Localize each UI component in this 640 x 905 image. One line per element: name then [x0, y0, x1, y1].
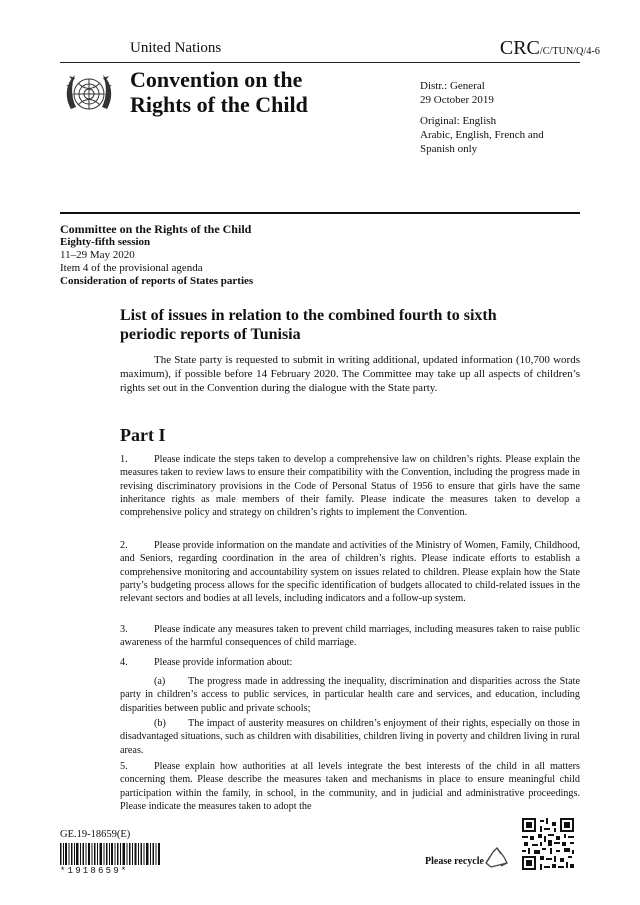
- paragraph-text: Please provide information on the mandate and activities of the Ministry of Women, Family, Childhood, and Seniors, regarding coordination in the area of children’s rights. Please indicate efforts to establish a comprehensive monitoring and accountability system on issues related to children. Please explain how the State party’s budgeting process allows for the specific identification of budgets allocated to child-related issues in the relevant sectors and bodies at all levels, including indicators and a follow-up system.: [120, 540, 580, 605]
- paragraph-text: Please indicate the steps taken to develop a comprehensive law on children’s rights. Please explain the measures taken to review laws to ensure their compatibility with the Convention, including the progress made in revising discriminatory provisions in the Code of Personal Status of 1956 to ensure that girls have the same inheritance rights as male members of their family. Please indicate the measures taken to develop a comprehensive policy and strategy on children’s rights to implement the Convention.: [120, 454, 580, 519]
- committee-name: Committee on the Rights of the Child: [60, 222, 252, 236]
- barcode-digits: *1918659*: [60, 866, 129, 876]
- intro-paragraph: The State party is requested to submit in writing additional, updated information (10,700 words maximum), if possible before 14 February 2020. The Committee may take up all aspects of children’s rights set out in the Convention during the dialogue with the State party.: [120, 354, 580, 394]
- symbol-suffix: /C/TUN/Q/4-6: [539, 46, 600, 57]
- agenda-title: Consideration of reports of States parties: [60, 275, 254, 287]
- paragraph-number: 2.: [120, 540, 128, 551]
- paragraph-number: 1.: [120, 454, 128, 465]
- paragraph-number: 3.: [120, 624, 128, 635]
- language-block: [420, 114, 570, 156]
- section-rule: [60, 212, 580, 214]
- paragraph-4a: [120, 675, 580, 715]
- subparagraph-text: The progress made in addressing the inequality, discrimination and disparities across the State party in children’s access to public services, in particular health care and services, and education, including disparities between public and private schools;: [120, 676, 580, 714]
- paragraph-2: [120, 539, 580, 605]
- subparagraph-letter: (b): [154, 718, 166, 729]
- session: Eighty-fifth session: [60, 236, 151, 248]
- part-heading: Part I: [120, 425, 166, 445]
- subparagraph-text: The impact of austerity measures on children’s enjoyment of their rights, especially on those in disadvantaged situations, such as children with disabilities, children living in poverty and children living in rural areas.: [120, 718, 580, 756]
- header-rule: [60, 62, 580, 63]
- distribution-block: [420, 79, 494, 107]
- document-title: List of issues in relation to the combined fourth to sixth periodic reports of Tunisia: [120, 307, 497, 343]
- title-line-1: Convention on the: [130, 67, 303, 92]
- committee-block: [60, 223, 253, 288]
- issue-date: 29 October 2019: [420, 94, 494, 106]
- recycle-icon: [484, 846, 510, 870]
- paragraph-text: Please explain how authorities at all levels integrate the best interests of the child in all matters concerning them. Please describe the measures taken and mechanisms in place to ensure meaningful child participation within the family, in school, in the community, and in judicial and administrative proceedings. Please indicate the measures taken to adopt the: [120, 761, 580, 812]
- document-symbol: [500, 37, 600, 60]
- original-language: Original: English: [420, 115, 497, 127]
- paragraph-text: Please provide information about:: [154, 657, 293, 668]
- org-name: United Nations: [130, 40, 222, 56]
- convention-title: [130, 67, 308, 117]
- title-line-2: Rights of the Child: [130, 92, 308, 117]
- paragraph-number: 4.: [120, 657, 128, 668]
- paragraph-3: [120, 623, 580, 650]
- paragraph-text: Please indicate any measures taken to prevent child marriages, including measures taken to raise public awareness of the harmful consequences of child marriage.: [120, 624, 580, 649]
- session-dates: 11–29 May 2020: [60, 249, 135, 261]
- distribution: Distr.: General: [420, 80, 485, 92]
- paragraph-1: [120, 453, 580, 519]
- symbol-main: CRC: [499, 37, 540, 59]
- un-emblem-icon: [62, 67, 116, 121]
- paragraph-4b: [120, 717, 580, 757]
- paragraph-4: [120, 656, 580, 669]
- document-code: GE.19-18659(E): [60, 829, 131, 840]
- recycle-label: Please recycle: [425, 856, 484, 867]
- qr-code-icon: [522, 818, 574, 870]
- subparagraph-letter: (a): [154, 676, 166, 687]
- barcode-icon: [60, 843, 160, 865]
- agenda-item: Item 4 of the provisional agenda: [60, 262, 203, 274]
- paragraph-5: [120, 760, 580, 813]
- languages: Arabic, English, French and Spanish only: [420, 129, 544, 155]
- paragraph-number: 5.: [120, 761, 128, 772]
